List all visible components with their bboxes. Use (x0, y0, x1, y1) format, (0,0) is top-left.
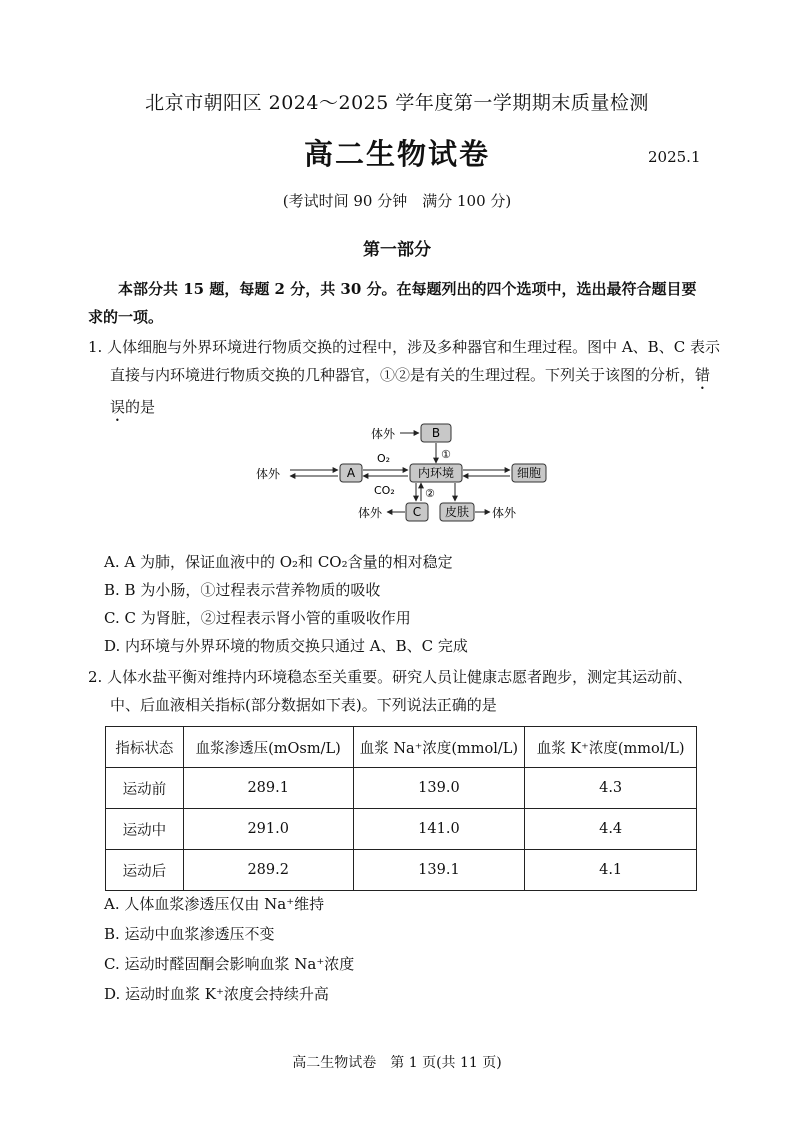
q1-option-d: D. 内环境与外界环境的物质交换只通过 A、B、C 完成 (104, 637, 468, 655)
q1-option-b: B. B 为小肠，①过程表示营养物质的吸收 (104, 581, 381, 599)
table-header-cell: 血浆 Na⁺浓度(mmol/L) (353, 727, 525, 768)
table-cell: 289.2 (183, 850, 353, 891)
table-cell: 289.1 (183, 768, 353, 809)
outside-label-bottom-left: 体外 (358, 506, 383, 520)
q2-option-c: C. 运动时醛固酮会影响血浆 Na⁺浓度 (104, 955, 355, 973)
organ-a-label: A (346, 466, 356, 480)
organ-c-label: C (412, 505, 422, 519)
internal-env-label: 内环境 (417, 466, 455, 480)
exchange-diagram (240, 418, 560, 528)
question-1-emphasis: 错误 (110, 366, 711, 416)
table-cell: 139.1 (353, 850, 525, 891)
skin-label: 皮肤 (444, 505, 470, 519)
co2-label: CO₂ (374, 484, 395, 497)
exam-date: 2025.1 (648, 148, 701, 166)
exam-header: 北京市朝阳区 2024～2025 学年度第一学期期末质量检测 (145, 92, 649, 114)
q1-option-c: C. C 为肾脏，②过程表示肾小管的重吸收作用 (104, 609, 411, 627)
table-cell: 4.4 (525, 809, 697, 850)
question-1-main: 1. 人体细胞与外界环境进行物质交换的过程中，涉及多种器官和生理过程。图中 A、B、C 表示直接与内环境进行物质交换的几种器官，①②是有关的生理过程。下列关于该图的分析， (88, 338, 720, 384)
table-cell: 4.1 (525, 850, 697, 891)
table-header-cell: 血浆 K⁺浓度(mmol/L) (525, 727, 697, 768)
question-1-tail: 的是 (125, 398, 156, 416)
section-title: 第一部分 (363, 240, 431, 260)
table-cell: 运动中 (106, 809, 184, 850)
question-1-text (88, 333, 720, 425)
table-cell: 4.3 (525, 768, 697, 809)
table-row (106, 768, 697, 809)
table-cell: 运动后 (106, 850, 184, 891)
exam-info: (考试时间 90 分钟 满分 100 分) (282, 192, 512, 210)
page-title: 高二生物试卷 (303, 137, 490, 171)
outside-label-bottom-right: 体外 (492, 506, 517, 520)
table-cell: 141.0 (353, 809, 525, 850)
table-cell: 291.0 (183, 809, 353, 850)
table-header-row (106, 727, 697, 768)
page-footer: 高二生物试卷 第 1 页(共 11 页) (292, 1055, 502, 1071)
organ-b-label: B (431, 426, 441, 440)
question-2-text: 2. 人体水盐平衡对维持内环境稳态至关重要。研究人员让健康志愿者跑步，测定其运动前、中、后血液相关指标(部分数据如下表)。下列说法正确的是 (88, 668, 693, 714)
table-cell: 运动前 (106, 768, 184, 809)
table-row (106, 850, 697, 891)
table-header-cell: 指标状态 (106, 727, 184, 768)
outside-label-left: 体外 (256, 467, 281, 481)
o2-label: O₂ (377, 452, 391, 465)
outside-label-top: 体外 (371, 427, 396, 441)
cell-label: 细胞 (516, 466, 542, 480)
process-1-label: ① (441, 448, 451, 461)
q2-option-d: D. 运动时血浆 K⁺浓度会持续升高 (104, 985, 329, 1003)
process-2-label: ② (425, 487, 435, 500)
table-cell: 139.0 (353, 768, 525, 809)
table-header-cell: 血浆渗透压(mOsm/L) (183, 727, 353, 768)
table-row (106, 809, 697, 850)
q2-option-b: B. 运动中血浆渗透压不变 (104, 925, 275, 943)
q2-option-a: A. 人体血浆渗透压仅由 Na⁺维持 (104, 895, 325, 913)
section-intro: 本部分共 15 题，每题 2 分，共 30 分。在每题列出的四个选项中，选出最符合题目要求的一项。 (88, 280, 697, 326)
q1-option-a: A. A 为肺，保证血液中的 O₂和 CO₂含量的相对稳定 (104, 553, 453, 571)
blood-data-table (105, 726, 697, 891)
